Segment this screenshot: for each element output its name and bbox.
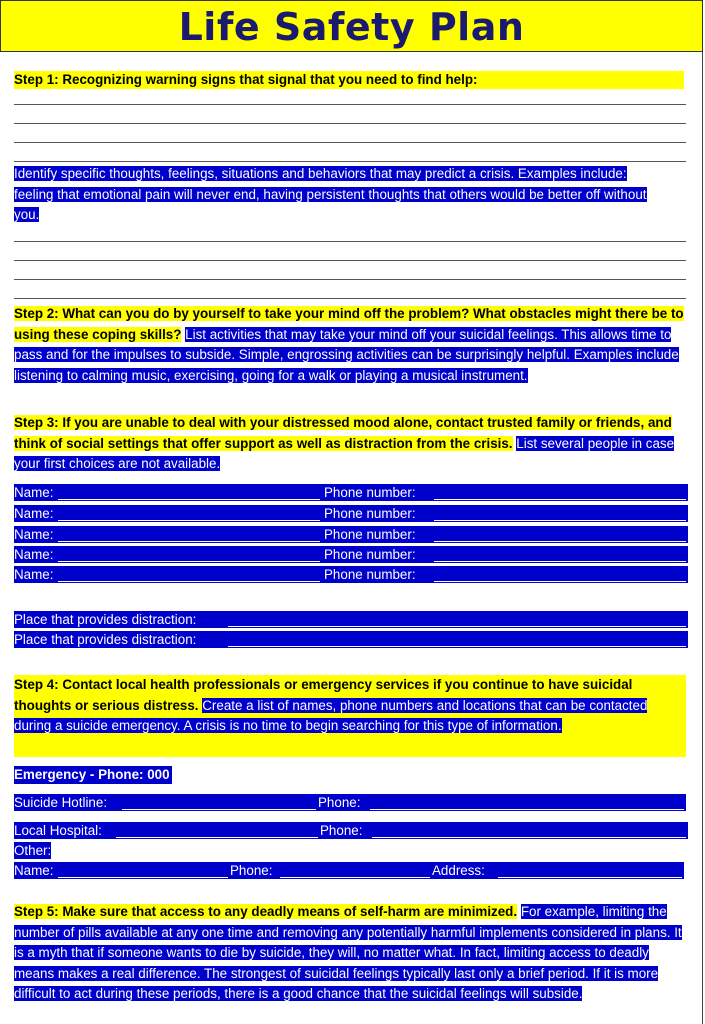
other-address-label: Address: bbox=[432, 863, 485, 878]
phone-field-line[interactable] bbox=[434, 541, 686, 542]
other-phone-label: Phone: bbox=[230, 863, 273, 878]
step5-block bbox=[14, 902, 686, 1005]
step1-heading: Step 1: Recognizing warning signs that signal that you need to find help: bbox=[14, 72, 478, 87]
step3-body: List several people in case your first choices are not available. bbox=[14, 435, 675, 471]
step2-block bbox=[14, 304, 686, 386]
step1-answer-line[interactable] bbox=[14, 142, 686, 143]
name-field-line[interactable] bbox=[58, 561, 320, 562]
name-label: Name: bbox=[14, 547, 54, 562]
title-banner bbox=[0, 0, 703, 52]
hotline-label: Suicide Hotline: bbox=[14, 795, 108, 810]
phone-field-line[interactable] bbox=[434, 581, 686, 582]
phone-field-line[interactable] bbox=[434, 520, 686, 521]
step2-body: List activities that may take your mind off your suicidal feelings. This allows time to pass and for the impulses to subside. Simple, engrossing activities can be surprisingly helpful. Examples include listening to calming music, exercising, going for a walk or playing a musical instrument. bbox=[14, 326, 679, 383]
contact-row[interactable] bbox=[14, 566, 688, 583]
hotline-field-line[interactable] bbox=[122, 809, 316, 810]
place-label: Place that provides distraction: bbox=[14, 632, 197, 647]
name-field-line[interactable] bbox=[58, 541, 320, 542]
step5-heading: Step 5: Make sure that access to any deadly means of self-harm are minimized. bbox=[14, 904, 518, 919]
step1-answer-line[interactable] bbox=[14, 260, 686, 261]
distraction-place-row[interactable] bbox=[14, 631, 688, 648]
other-name-label: Name: bbox=[14, 863, 54, 878]
contact-row[interactable] bbox=[14, 526, 688, 543]
other-contact-row[interactable] bbox=[14, 862, 684, 879]
phone-field-line[interactable] bbox=[434, 561, 686, 562]
phone-number-label: Phone number: bbox=[324, 527, 416, 542]
name-label: Name: bbox=[14, 567, 54, 582]
hospital-phone-line[interactable] bbox=[372, 837, 686, 838]
step2-heading: Step 2: What can you do by yourself to take your mind off the problem? What obstacles might there be to using these coping skills? bbox=[14, 306, 684, 342]
contact-row[interactable] bbox=[14, 546, 688, 563]
local-hospital-row[interactable] bbox=[14, 822, 688, 839]
other-address-line[interactable] bbox=[498, 877, 682, 878]
page-border bbox=[702, 52, 703, 1024]
step1-body-text: Identify specific thoughts, feelings, situations and behaviors that may predict a crisis. Examples include: feeling that emotional pain will never end, having persistent thoughts that others would be better off without you. bbox=[14, 166, 647, 222]
phone-field-line[interactable] bbox=[434, 499, 686, 500]
place-field-line[interactable] bbox=[228, 626, 686, 627]
hospital-label: Local Hospital: bbox=[14, 823, 102, 838]
suicide-hotline-row[interactable] bbox=[14, 794, 686, 811]
step1-answer-line[interactable] bbox=[14, 123, 686, 124]
step1-answer-line[interactable] bbox=[14, 279, 686, 280]
step4-heading: Step 4: Contact local health professionals or emergency services if you continue to have suicidal thoughts or serious distress. bbox=[14, 677, 633, 713]
hospital-phone-label: Phone: bbox=[320, 823, 363, 838]
step3-heading: Step 3: If you are unable to deal with your distressed mood alone, contact trusted family or friends, and think of social settings that offer support as well as distraction from the crisis. bbox=[14, 415, 672, 451]
phone-number-label: Phone number: bbox=[324, 567, 416, 582]
name-label: Name: bbox=[14, 485, 54, 500]
phone-number-label: Phone number: bbox=[324, 547, 416, 562]
contact-row[interactable] bbox=[14, 484, 688, 501]
step1-body bbox=[14, 164, 666, 226]
page-title: Life Safety Plan bbox=[178, 5, 525, 49]
name-field-line[interactable] bbox=[58, 499, 320, 500]
step1-answer-line[interactable] bbox=[14, 161, 686, 162]
distraction-place-row[interactable] bbox=[14, 611, 688, 628]
name-label: Name: bbox=[14, 527, 54, 542]
step4-body: Create a list of names, phone numbers and locations that can be contacted during a suicide emergency. A crisis is no time to begin searching for this type of information. bbox=[14, 697, 648, 733]
other-phone-line[interactable] bbox=[280, 877, 430, 878]
other-label: Other: bbox=[14, 843, 52, 858]
phone-number-label: Phone number: bbox=[324, 506, 416, 521]
place-label: Place that provides distraction: bbox=[14, 612, 197, 627]
step1-answer-line[interactable] bbox=[14, 104, 686, 105]
step5-body: For example, limiting the number of pills available at any one time and removing any potentially harmful implements considered in plans. It is a myth that if someone wants to die by suicide, they will, no matter what. In fact, limiting access to deadly means makes a real difference. The strongest of suicidal feelings typically last only a brief period. If it is more difficult to act during these periods, there is a good chance that the suicidal feelings will subside. bbox=[14, 904, 682, 1001]
emergency-phone: Emergency - Phone: 000 bbox=[14, 767, 170, 782]
hospital-field-line[interactable] bbox=[116, 837, 318, 838]
name-label: Name: bbox=[14, 506, 54, 521]
place-field-line[interactable] bbox=[228, 646, 686, 647]
phone-number-label: Phone number: bbox=[324, 485, 416, 500]
step1-answer-line[interactable] bbox=[14, 241, 686, 242]
step4-block bbox=[14, 675, 686, 737]
step1-answer-line[interactable] bbox=[14, 298, 686, 299]
contact-row[interactable] bbox=[14, 505, 688, 522]
hotline-phone-label: Phone: bbox=[318, 795, 361, 810]
name-field-line[interactable] bbox=[58, 520, 320, 521]
name-field-line[interactable] bbox=[58, 581, 320, 582]
step3-block bbox=[14, 413, 686, 475]
hotline-phone-line[interactable] bbox=[370, 809, 684, 810]
other-name-line[interactable] bbox=[58, 877, 228, 878]
